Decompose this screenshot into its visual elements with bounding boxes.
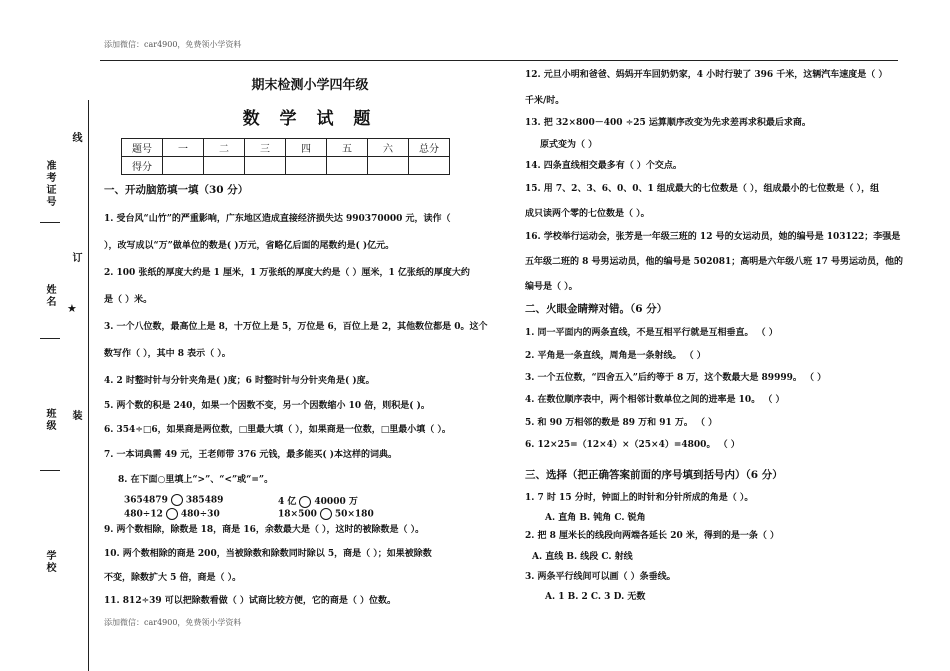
question-line: 13. 把 32×800－400 ÷25 运算顺序改变为先求差再求积最后求商。 <box>525 118 811 128</box>
seal-label: 装 <box>70 410 81 422</box>
choice-options: A. 直线 B. 线段 C. 射线 <box>532 552 633 562</box>
score-header-cell: 总分 <box>409 139 450 157</box>
choice-options: A. 直角 B. 钝角 C. 锐角 <box>545 513 646 523</box>
exam-number-blank <box>40 222 60 223</box>
score-header-cell: 一 <box>163 139 204 157</box>
score-table-score-row <box>122 157 450 175</box>
class-label: 班级 <box>44 408 55 432</box>
question-line: 五年级二班的 8 号男运动员，他的编号是 502081；高明是六年级八班 17 号男运动员，他的 <box>525 257 904 267</box>
score-cell[interactable] <box>245 157 286 175</box>
compare-left: 480÷12 <box>124 509 163 520</box>
score-cell[interactable] <box>204 157 245 175</box>
question-line: 10. 两个数相除的商是 200，当被除数和除数同时除以 5，商是（ ）；如果被除数 <box>104 549 432 559</box>
question-line: 编号是（ ）。 <box>525 282 578 292</box>
judge-item: 5. 和 90 万相邻的数是 89 万和 91 万。 （ ） <box>525 418 718 428</box>
exam-title: 期末检测小学四年级 <box>251 78 369 93</box>
compare-right: 50×180 <box>334 509 374 520</box>
question-line: 12. 元旦小明和爸爸、妈妈开车回奶奶家，4 小时行驶了 396 千米，这辆汽车速度是（ ） <box>525 70 888 80</box>
compare-circle[interactable] <box>166 508 178 520</box>
judge-item: 4. 在数位顺序表中，两个相邻计数单位之间的进率是 10。 （ ） <box>525 395 785 405</box>
question-line: 1. 受台风“山竹”的严重影响，广东地区造成直接经济损失达 990370000 元，读作（ <box>104 214 451 224</box>
question-line: 不变，除数扩大 5 倍，商是（ ）。 <box>104 573 242 583</box>
score-header-cell: 五 <box>327 139 368 157</box>
question-line: 9. 两个数相除，除数是 18，商是 16，余数最大是（ ），这时的被除数是（ ）。 <box>104 525 425 535</box>
binding-line <box>88 100 89 671</box>
subject-title: 数 学 试 题 <box>242 109 378 129</box>
judge-item: 6. 12×25=（12×4）×（25×4）=4800。 （ ） <box>525 440 740 450</box>
compare-item <box>278 508 374 520</box>
compare-circle[interactable] <box>299 496 311 508</box>
exam-number-label: 准考证号 <box>44 160 55 208</box>
question-line: 是（ ）米。 <box>104 295 153 305</box>
cut-line-label: 线 <box>70 132 81 144</box>
choice-question: 3. 两条平行线间可以画（ ）条垂线。 <box>525 572 676 582</box>
judge-item: 2. 平角是一条直线，周角是一条射线。 （ ） <box>525 351 706 361</box>
question-line: 成只读两个零的七位数是（ ）。 <box>525 209 650 219</box>
question-line: 2. 100 张纸的厚度大约是 1 厘米，1 万张纸的厚度大约是（ ）厘米，1 亿张纸的厚度大约 <box>104 268 470 278</box>
compare-right: 40000 万 <box>314 497 358 507</box>
bind-label: 订 <box>70 252 81 264</box>
question-line: 千米/时。 <box>525 96 565 106</box>
section1-title: 一、开动脑筋填一填（30 分） <box>104 184 249 196</box>
score-row-label: 得分 <box>122 157 163 175</box>
class-blank <box>40 470 60 471</box>
choice-question: 2. 把 8 厘米长的线段向两端各延长 20 米，得到的是一条（ ） <box>525 531 779 541</box>
compare-left: 4 亿 <box>278 497 297 507</box>
question-line: 原式变为（ ） <box>540 140 598 150</box>
name-label: 姓名 <box>44 284 55 308</box>
watermark-bottom: 添加微信：car4900，免费领小学资料 <box>104 618 242 627</box>
score-header-cell: 二 <box>204 139 245 157</box>
compare-circle[interactable] <box>320 508 332 520</box>
judge-item: 1. 同一平面内的两条直线，不是互相平行就是互相垂直。 （ ） <box>525 328 778 338</box>
star-icon: ★ <box>67 302 77 315</box>
score-header-cell: 三 <box>245 139 286 157</box>
question-line: 7. 一本词典需 49 元，王老师带 376 元钱，最多能买( )本这样的词典。 <box>104 450 398 460</box>
compare-left: 18×500 <box>278 509 317 520</box>
compare-right: 385489 <box>185 495 224 506</box>
school-label: 学校 <box>44 550 55 574</box>
top-rule <box>100 60 898 61</box>
section2-title: 二、火眼金睛辩对错。（6 分） <box>525 303 668 315</box>
question-line: 5. 两个数的积是 240，如果一个因数不变，另一个因数缩小 10 倍，则积是( )。 <box>104 401 430 411</box>
question-line: ），改写成以“万”做单位的数是( )万元，省略亿后面的尾数约是( )亿元。 <box>104 241 395 251</box>
compare-circle[interactable] <box>171 494 183 506</box>
question-line: 3. 一个八位数，最高位上是 8，十万位上是 5，万位是 6，百位上是 2，其他数位都是 0。这个 <box>104 322 488 332</box>
name-blank <box>40 338 60 339</box>
compare-item <box>278 494 358 508</box>
choice-options: A. 1 B. 2 C. 3 D. 无数 <box>545 592 646 602</box>
question-line: 16. 学校举行运动会，张芳是一年级三班的 12 号的女运动员，她的编号是 103122；李强是 <box>525 232 901 242</box>
score-table-header-row <box>122 139 450 157</box>
score-cell[interactable] <box>327 157 368 175</box>
score-table <box>121 138 450 175</box>
compare-right: 480÷30 <box>180 509 220 520</box>
watermark-top: 添加微信：car4900，免费领小学资料 <box>104 40 242 49</box>
compare-item <box>124 494 223 506</box>
compare-item <box>124 508 220 520</box>
question-line: 数写作（ ），其中 8 表示（ ）。 <box>104 349 231 359</box>
score-header-cell: 题号 <box>122 139 163 157</box>
score-header-cell: 四 <box>286 139 327 157</box>
question-line: 14. 四条直线相交最多有（ ）个交点。 <box>525 161 682 171</box>
score-cell[interactable] <box>286 157 327 175</box>
score-cell[interactable] <box>368 157 409 175</box>
judge-item: 3. 一个五位数，“四舍五入”后约等于 8 万，这个数最大是 89999。 （ ） <box>525 373 827 383</box>
score-header-cell: 六 <box>368 139 409 157</box>
score-cell[interactable] <box>409 157 450 175</box>
question-line: 4. 2 时整时针与分针夹角是( )度；6 时整时针与分针夹角是( )度。 <box>104 376 375 386</box>
question-line: 11. 812÷39 可以把除数看做（ ）试商比较方便，它的商是（ ）位数。 <box>104 596 397 606</box>
choice-question: 1. 7 时 15 分时，钟面上的时针和分针所成的角是（ ）。 <box>525 493 754 503</box>
question-line: 8. 在下面○里填上“>”、“<”或“=”。 <box>118 475 274 485</box>
score-cell[interactable] <box>163 157 204 175</box>
question-line: 6. 354÷□6，如果商是两位数，□里最大填（ ），如果商是一位数，□里最小填（ ）。 <box>104 425 451 435</box>
compare-left: 3654879 <box>124 495 168 506</box>
section3-title: 三、选择（把正确答案前面的序号填到括号内）（6 分） <box>525 469 783 481</box>
question-line: 15. 用 7、2、3、6、0、0、1 组成最大的七位数是（ ），组成最小的七位数是（ ），组 <box>525 184 880 194</box>
